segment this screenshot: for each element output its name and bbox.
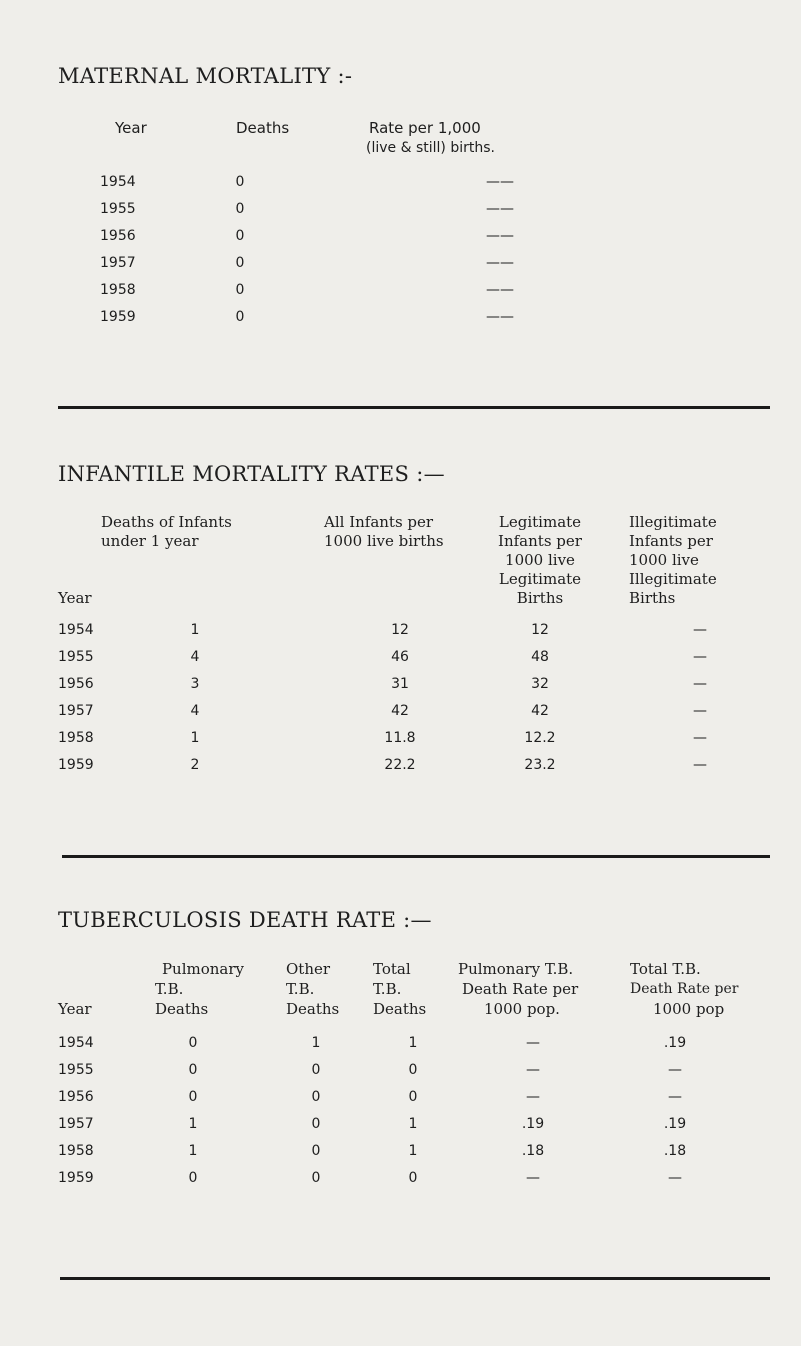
tb-cell-other: 0 — [311, 1062, 321, 1078]
tb-cell-total: 0 — [408, 1089, 418, 1105]
tb-header-pulm-l3: Deaths — [155, 1000, 209, 1018]
infantile-cell-all: 22.2 — [384, 757, 416, 773]
infantile-header-ill-l4: Illegitimate — [629, 570, 717, 588]
infantile-header-all-l1: All Infants per — [324, 513, 434, 531]
maternal-cell-rate: —— — [486, 309, 514, 325]
infantile-cell-leg: 42 — [531, 703, 549, 719]
tb-cell-year: 1957 — [58, 1116, 94, 1132]
maternal-cell-rate: —— — [486, 201, 514, 217]
tb-header-prate-l1: Pulmonary T.B. — [458, 960, 574, 978]
tb-cell-other: 0 — [311, 1143, 321, 1159]
infantile-header-all-l2: 1000 live births — [324, 532, 444, 550]
tb-cell-prate: — — [526, 1170, 540, 1186]
infantile-header-leg-l3: 1000 live — [505, 551, 575, 569]
infantile-cell-leg: 23.2 — [524, 757, 556, 773]
tb-cell-other: 0 — [311, 1116, 321, 1132]
infantile-cell-deaths: 4 — [190, 649, 200, 665]
tb-cell-prate: — — [526, 1062, 540, 1078]
tb-cell-prate: .19 — [521, 1116, 545, 1132]
tb-cell-pulm: 1 — [188, 1116, 198, 1132]
maternal-cell-deaths: 0 — [235, 174, 245, 190]
infantile-header-ill-l2: Infants per — [629, 532, 713, 550]
maternal-title: MATERNAL MORTALITY :- — [58, 64, 353, 88]
tb-cell-prate: — — [526, 1089, 540, 1105]
infantile-cell-year: 1959 — [58, 757, 94, 773]
maternal-cell-year: 1959 — [100, 309, 136, 325]
tb-cell-pulm: 0 — [188, 1089, 198, 1105]
infantile-header-leg-l2: Infants per — [498, 532, 582, 550]
tb-cell-trate: — — [668, 1089, 682, 1105]
infantile-title: INFANTILE MORTALITY RATES :— — [58, 462, 445, 486]
maternal-header-rate-line2: (live & still) births. — [366, 140, 495, 156]
tb-header-trate-l1: Total T.B. — [630, 960, 701, 978]
infantile-header-leg-l4: Legitimate — [498, 570, 582, 588]
infantile-header-leg-l5: Births — [516, 589, 564, 607]
infantile-cell-all: 31 — [391, 676, 409, 692]
tb-cell-year: 1959 — [58, 1170, 94, 1186]
tb-cell-other: 1 — [311, 1035, 321, 1051]
tb-header-year: Year — [58, 1000, 92, 1018]
tb-header-trate-l2: Death Rate per — [630, 981, 739, 997]
infantile-cell-year: 1957 — [58, 703, 94, 719]
tb-header-pulm-l1: Pulmonary — [161, 960, 245, 978]
infantile-cell-leg: 12.2 — [524, 730, 556, 746]
maternal-cell-deaths: 0 — [235, 201, 245, 217]
section-divider — [62, 855, 770, 858]
infantile-cell-year: 1958 — [58, 730, 94, 746]
tb-header-total-l3: Deaths — [373, 1000, 427, 1018]
infantile-cell-leg: 32 — [531, 676, 549, 692]
maternal-cell-year: 1955 — [100, 201, 136, 217]
tb-cell-prate: .18 — [521, 1143, 545, 1159]
infantile-cell-leg: 48 — [531, 649, 549, 665]
maternal-cell-rate: —— — [486, 174, 514, 190]
section-divider — [58, 406, 770, 409]
tb-cell-other: 0 — [311, 1089, 321, 1105]
infantile-header-ill-l5: Births — [629, 589, 676, 607]
tb-cell-trate: — — [668, 1170, 682, 1186]
infantile-header-ill-l3: 1000 live — [629, 551, 699, 569]
tb-cell-year: 1956 — [58, 1089, 94, 1105]
infantile-cell-year: 1954 — [58, 622, 94, 638]
tb-cell-pulm: 0 — [188, 1062, 198, 1078]
tb-cell-total: 1 — [408, 1035, 418, 1051]
maternal-cell-rate: —— — [486, 255, 514, 271]
infantile-cell-ill: — — [693, 622, 707, 638]
infantile-header-deaths-l1: Deaths of Infants — [101, 513, 232, 531]
tb-header-other-l1: Other — [286, 960, 331, 978]
infantile-cell-leg: 12 — [531, 622, 549, 638]
tb-cell-total: 0 — [408, 1062, 418, 1078]
infantile-cell-year: 1955 — [58, 649, 94, 665]
tb-title: TUBERCULOSIS DEATH RATE :— — [58, 908, 432, 932]
tb-cell-pulm: 0 — [188, 1170, 198, 1186]
tb-header-prate-l2: Death Rate per — [462, 980, 579, 998]
maternal-cell-year: 1954 — [100, 174, 136, 190]
tb-cell-total: 1 — [408, 1116, 418, 1132]
tb-cell-trate: — — [668, 1062, 682, 1078]
maternal-cell-deaths: 0 — [235, 228, 245, 244]
tb-cell-other: 0 — [311, 1170, 321, 1186]
infantile-cell-deaths: 1 — [190, 622, 200, 638]
section-divider — [60, 1277, 770, 1280]
tb-cell-year: 1955 — [58, 1062, 94, 1078]
tb-cell-year: 1958 — [58, 1143, 94, 1159]
infantile-cell-deaths: 4 — [190, 703, 200, 719]
infantile-cell-deaths: 2 — [190, 757, 200, 773]
infantile-header-leg-l1: Legitimate — [498, 513, 582, 531]
tb-header-trate-l3: 1000 pop — [653, 1000, 725, 1018]
tb-header-total-l2: T.B. — [373, 980, 402, 998]
maternal-cell-year: 1958 — [100, 282, 136, 298]
maternal-cell-year: 1957 — [100, 255, 136, 271]
infantile-cell-year: 1956 — [58, 676, 94, 692]
infantile-cell-all: 46 — [391, 649, 409, 665]
infantile-cell-ill: — — [693, 676, 707, 692]
infantile-cell-all: 12 — [391, 622, 409, 638]
infantile-header-deaths-l2: under 1 year — [101, 532, 199, 550]
tb-cell-pulm: 0 — [188, 1035, 198, 1051]
tb-header-total-l1: Total — [373, 960, 411, 978]
tb-header-other-l2: T.B. — [286, 980, 315, 998]
maternal-header-year: Year — [115, 119, 147, 137]
maternal-cell-deaths: 0 — [235, 255, 245, 271]
maternal-header-deaths: Deaths — [236, 119, 290, 137]
tb-cell-pulm: 1 — [188, 1143, 198, 1159]
infantile-cell-all: 42 — [391, 703, 409, 719]
infantile-cell-ill: — — [693, 703, 707, 719]
tb-cell-total: 1 — [408, 1143, 418, 1159]
maternal-cell-year: 1956 — [100, 228, 136, 244]
infantile-header-ill-l1: Illegitimate — [629, 513, 717, 531]
infantile-cell-all: 11.8 — [384, 730, 416, 746]
tb-header-prate-l3: 1000 pop. — [484, 1000, 560, 1018]
infantile-cell-ill: — — [693, 730, 707, 746]
maternal-cell-rate: —— — [486, 228, 514, 244]
tb-cell-trate: .19 — [663, 1035, 687, 1051]
tb-cell-trate: .18 — [663, 1143, 687, 1159]
maternal-cell-deaths: 0 — [235, 309, 245, 325]
tb-cell-year: 1954 — [58, 1035, 94, 1051]
infantile-cell-ill: — — [693, 649, 707, 665]
tb-cell-total: 0 — [408, 1170, 418, 1186]
infantile-cell-deaths: 3 — [190, 676, 200, 692]
tb-header-other-l3: Deaths — [286, 1000, 340, 1018]
tb-cell-trate: .19 — [663, 1116, 687, 1132]
maternal-header-rate-line1: Rate per 1,000 — [369, 119, 481, 137]
infantile-header-year: Year — [58, 589, 92, 607]
maternal-cell-deaths: 0 — [235, 282, 245, 298]
infantile-cell-ill: — — [693, 757, 707, 773]
tb-header-pulm-l2: T.B. — [155, 980, 184, 998]
infantile-cell-deaths: 1 — [190, 730, 200, 746]
tb-cell-prate: — — [526, 1035, 540, 1051]
maternal-cell-rate: —— — [486, 282, 514, 298]
